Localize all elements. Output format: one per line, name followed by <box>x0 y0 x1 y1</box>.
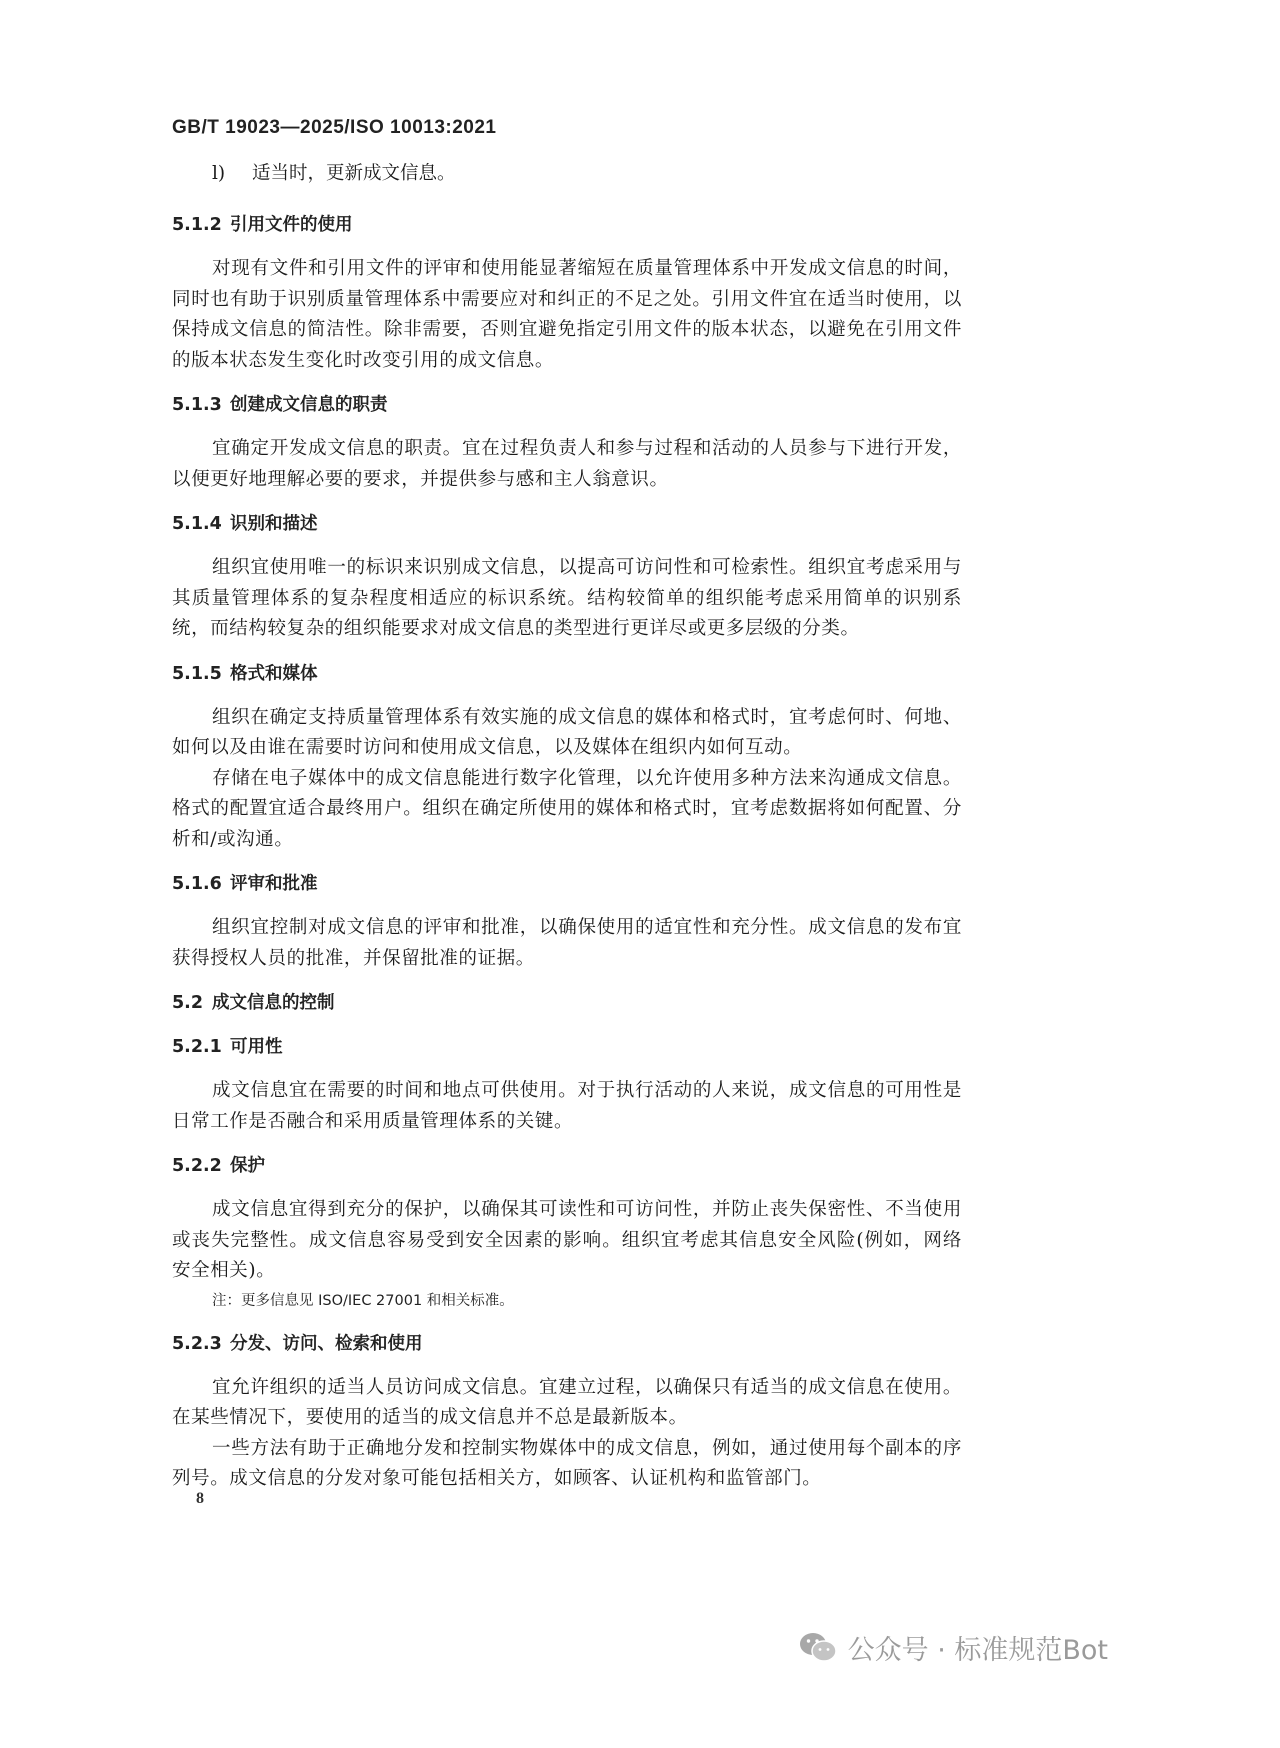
section-heading-5-2-2 <box>172 1151 962 1181</box>
list-item-l <box>172 158 962 190</box>
section-heading-5-1-3 <box>172 390 962 420</box>
page-content <box>172 158 962 1509</box>
paragraph: 对现有文件和引用文件的评审和使用能显著缩短在质量管理体系中开发成文信息的时间，同时也有助于识别质量管理体系中需要应对和纠正的不足之处。引用文件宜在适当时使用，以保持成文信息的简洁性。除非需要，否则宜避免指定引用文件的版本状态，以避免在引用文件的版本状态发生变化时改变引用的成文信息。 <box>172 258 962 371</box>
section-title: 引用文件的使用 <box>230 215 353 235</box>
section-heading-5-1-2 <box>172 210 962 240</box>
paragraph: 组织宜使用唯一的标识来识别成文信息，以提高可访问性和可检索性。组织宜考虑采用与其质量管理体系的复杂程度相适应的标识系统。结构较简单的组织能考虑采用简单的识别系统，而结构较复杂的组织能要求对成文信息的类型进行更详尽或更多层级的分类。 <box>172 557 962 639</box>
section-number: 5.2.2 <box>172 1156 222 1176</box>
section-number: 5.1.6 <box>172 874 222 894</box>
watermark-text: 公众号 · 标准规范Bot <box>847 1635 1108 1666</box>
section-title: 评审和批准 <box>230 874 318 894</box>
section-number: 5.2.3 <box>172 1333 222 1354</box>
section-number: 5.1.3 <box>172 395 222 415</box>
paragraph: 宜确定开发成文信息的职责。宜在过程负责人和参与过程和活动的人员参与下进行开发，以便更好地理解必要的要求，并提供参与感和主人翁意识。 <box>172 438 962 490</box>
section-number: 5.1.5 <box>172 663 222 684</box>
paragraph: 组织在确定支持质量管理体系有效实施的成文信息的媒体和格式时，宜考虑何时、何地、如何以及由谁在需要时访问和使用成文信息，以及媒体在组织内如何互动。 <box>172 706 962 758</box>
section-heading-5-1-4 <box>172 509 962 539</box>
wechat-icon <box>798 1631 838 1665</box>
note: 注：更多信息见 ISO/IEC 27001 和相关标准。 <box>212 1292 514 1309</box>
section-number: 5.2 <box>172 993 204 1013</box>
section-heading-5-1-5 <box>172 659 962 689</box>
section-title: 识别和描述 <box>230 514 318 534</box>
section-title: 分发、访问、检索和使用 <box>230 1333 423 1354</box>
section-number: 5.1.2 <box>172 215 222 235</box>
list-marker: l) <box>212 163 226 184</box>
section-heading-5-2 <box>172 988 962 1018</box>
list-item-text: 适当时，更新成文信息。 <box>252 163 456 184</box>
document-code-header: GB/T 19023—2025/ISO 10013:2021 <box>172 117 497 138</box>
paragraph: 成文信息宜在需要的时间和地点可供使用。对于执行活动的人来说，成文信息的可用性是日常工作是否融合和采用质量管理体系的关键。 <box>172 1080 962 1132</box>
page-number: 8 <box>196 1490 204 1507</box>
section-title: 创建成文信息的职责 <box>230 395 388 415</box>
paragraph: 组织宜控制对成文信息的评审和批准，以确保使用的适宜性和充分性。成文信息的发布宜获得授权人员的批准，并保留批准的证据。 <box>172 917 962 969</box>
paragraph: 宜允许组织的适当人员访问成文信息。宜建立过程，以确保只有适当的成文信息在使用。在某些情况下，要使用的适当的成文信息并不总是最新版本。 <box>172 1376 962 1428</box>
section-heading-5-2-1 <box>172 1032 962 1062</box>
section-number: 5.1.4 <box>172 514 222 534</box>
paragraph: 存储在电子媒体中的成文信息能进行数字化管理，以允许使用多种方法来沟通成文信息。格式的配置宜适合最终用户。组织在确定所使用的媒体和格式时，宜考虑数据将如何配置、分析和/或沟通。 <box>172 767 962 850</box>
section-number: 5.2.1 <box>172 1037 222 1057</box>
paragraph: 成文信息宜得到充分的保护，以确保其可读性和可访问性，并防止丧失保密性、不当使用或丧失完整性。成文信息容易受到安全因素的影响。组织宜考虑其信息安全风险(例如，网络安全相关)。 <box>172 1199 962 1281</box>
paragraph: 一些方法有助于正确地分发和控制实物媒体中的成文信息，例如，通过使用每个副本的序列号。成文信息的分发对象可能包括相关方，如顾客、认证机构和监管部门。 <box>172 1437 962 1489</box>
section-heading-5-1-6 <box>172 869 962 899</box>
section-title: 可用性 <box>230 1037 283 1057</box>
watermark <box>798 1628 1108 1667</box>
section-title: 成文信息的控制 <box>212 993 335 1013</box>
section-title: 格式和媒体 <box>230 663 318 684</box>
section-heading-5-2-3 <box>172 1329 962 1359</box>
section-title: 保护 <box>230 1156 265 1176</box>
